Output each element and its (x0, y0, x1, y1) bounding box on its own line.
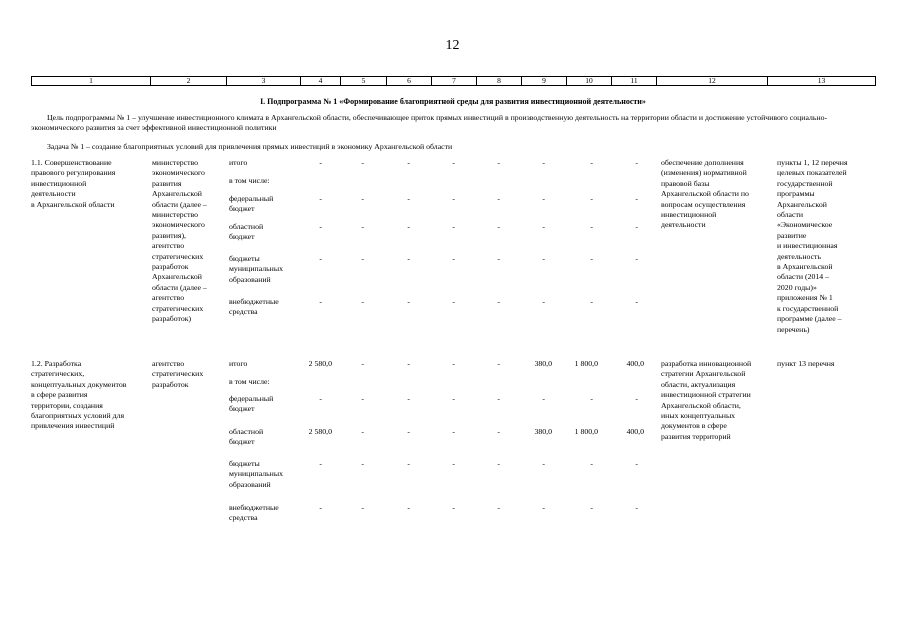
value-cell: - (407, 194, 410, 203)
value-cell: - (319, 158, 322, 167)
value-cell: - (452, 459, 455, 468)
value-cell: - (319, 297, 322, 306)
value-cell: - (590, 222, 593, 231)
page-number: 12 (445, 38, 460, 53)
header-col-10: 10 (567, 77, 612, 86)
value-cell: - (497, 459, 500, 468)
value-cell: - (590, 194, 593, 203)
value-cell: 400,0 (626, 359, 644, 368)
value-cell: - (497, 158, 500, 167)
row-1-source-including: в том числе: (229, 176, 270, 185)
value-cell: - (497, 254, 500, 263)
value-cell: - (542, 503, 545, 512)
value-cell: - (452, 158, 455, 167)
column-numbers-header (31, 76, 876, 86)
value-cell: 1 800,0 (574, 359, 598, 368)
value-cell: - (635, 158, 638, 167)
value-cell: - (319, 222, 322, 231)
value-cell: - (497, 427, 500, 436)
value-cell: - (361, 359, 364, 368)
value-cell: - (542, 459, 545, 468)
value-cell: - (590, 503, 593, 512)
header-col-8: 8 (477, 77, 522, 86)
value-cell: - (635, 222, 638, 231)
header-col-11: 11 (612, 77, 657, 86)
value-cell: - (452, 297, 455, 306)
header-col-7: 7 (432, 77, 477, 86)
value-cell: - (361, 194, 364, 203)
value-cell: - (361, 394, 364, 403)
value-cell: - (590, 297, 593, 306)
value-cell: - (407, 394, 410, 403)
value-cell: - (542, 254, 545, 263)
value-cell: - (542, 297, 545, 306)
row-2-source-total: итого (229, 359, 248, 368)
row-2-link: пункт 13 перечня (777, 359, 835, 368)
row-1-source-federal: федеральный бюджет (229, 194, 274, 214)
value-cell: 2 580,0 (308, 427, 332, 436)
value-cell: - (590, 459, 593, 468)
value-cell: - (590, 394, 593, 403)
row-1-source-regional: областной бюджет (229, 222, 264, 242)
header-col-2: 2 (151, 77, 227, 86)
row-1-source-municipal: бюджеты муниципальных образований (229, 254, 283, 284)
value-cell: - (452, 394, 455, 403)
value-cell: - (319, 194, 322, 203)
value-cell: - (497, 359, 500, 368)
value-cell: - (542, 394, 545, 403)
row-1-source-extrabudget: внебюджетные средства (229, 297, 279, 317)
row-2-executor: агентство стратегических разработок (152, 359, 204, 389)
value-cell: - (407, 427, 410, 436)
row-1-name: 1.1. Совершенствование правового регулирования инвестиционной деятельности в Архангельской области (31, 158, 116, 209)
value-cell: - (407, 459, 410, 468)
value-cell: - (407, 254, 410, 263)
row-2-name: 1.2. Разработка стратегических, концептуальных документов в сфере развития территории, создания благоприятных условий для привлечения инвестиций (31, 359, 127, 431)
task-paragraph: Задача № 1 – создание благоприятных условий для привлечения прямых инвестиций в экономику Архангельской области (47, 142, 453, 151)
value-cell: - (497, 222, 500, 231)
value-cell: - (635, 459, 638, 468)
section-title: I. Подпрограмма № 1 «Формирование благоприятной среды для развития инвестиционной деятельности» (260, 97, 646, 106)
value-cell: - (361, 427, 364, 436)
value-cell: - (361, 459, 364, 468)
value-cell: - (361, 503, 364, 512)
header-col-9: 9 (522, 77, 567, 86)
value-cell: - (497, 394, 500, 403)
value-cell: 2 580,0 (308, 359, 332, 368)
value-cell: - (452, 427, 455, 436)
row-1-result: обеспечение дополнения (изменения) нормативной правовой базы Архангельской области по вопросам осуществления инвестиционной деятельности (661, 158, 749, 230)
header-col-12: 12 (657, 77, 768, 86)
value-cell: - (361, 297, 364, 306)
value-cell: - (407, 359, 410, 368)
value-cell: - (319, 503, 322, 512)
row-1-executor: министерство экономического развития Архангельской области (далее – министерство экономического развития), агентство стратегических разработок Архангельской области (далее – агентство стратегических разработок) (152, 158, 207, 324)
header-col-5: 5 (341, 77, 387, 86)
value-cell: - (452, 503, 455, 512)
value-cell: - (407, 503, 410, 512)
value-cell: - (452, 222, 455, 231)
value-cell: - (319, 394, 322, 403)
row-2-source-extrabudget: внебюджетные средства (229, 503, 279, 523)
value-cell: - (635, 503, 638, 512)
value-cell: - (542, 222, 545, 231)
value-cell: - (319, 254, 322, 263)
header-col-4: 4 (301, 77, 341, 86)
row-1-source-total: итого (229, 158, 248, 167)
value-cell: - (452, 359, 455, 368)
value-cell: - (361, 222, 364, 231)
value-cell: - (452, 194, 455, 203)
header-col-1: 1 (32, 77, 151, 86)
value-cell: - (407, 158, 410, 167)
value-cell: 380,0 (534, 359, 552, 368)
row-1-link: пункты 1, 12 перечня целевых показателей государственной программы Архангельской области «Экономическое развитие и инвестиционная деятельность в Архангельской области (2014 – 2020 годы)» приложения № 1 к государственной программе (далее – перечень) (777, 158, 848, 334)
value-cell: - (635, 394, 638, 403)
row-2-source-regional: областной бюджет (229, 427, 264, 447)
value-cell: 380,0 (534, 427, 552, 436)
value-cell: - (590, 254, 593, 263)
value-cell: - (407, 222, 410, 231)
value-cell: - (635, 254, 638, 263)
value-cell: - (497, 503, 500, 512)
value-cell: - (407, 297, 410, 306)
value-cell: - (452, 254, 455, 263)
row-2-source-including: в том числе: (229, 377, 270, 386)
goal-paragraph: Цель подпрограммы № 1 – улучшение инвестиционного климата в Архангельской области, обеспечивающее приток прямых инвестиций в производственную деятельность на территории области и достижение устойчивого социально-экономического развития за счет эффективной инвестиционной политики (31, 113, 828, 132)
value-cell: 400,0 (626, 427, 644, 436)
header-col-13: 13 (768, 77, 876, 86)
row-2-result: разработка инновационной стратегии Архангельской области, актуализация инвестиционной стратегии Архангельской области, иных концептуальных документов в сфере развития территорий (661, 359, 752, 441)
value-cell: - (590, 158, 593, 167)
value-cell: - (361, 254, 364, 263)
value-cell: - (497, 297, 500, 306)
value-cell: - (361, 158, 364, 167)
value-cell: 1 800,0 (574, 427, 598, 436)
header-col-6: 6 (387, 77, 432, 86)
value-cell: - (497, 194, 500, 203)
value-cell: - (542, 158, 545, 167)
value-cell: - (542, 194, 545, 203)
value-cell: - (635, 194, 638, 203)
row-2-source-federal: федеральный бюджет (229, 394, 274, 414)
header-col-3: 3 (227, 77, 301, 86)
value-cell: - (635, 297, 638, 306)
row-2-source-municipal: бюджеты муниципальных образований (229, 459, 283, 489)
value-cell: - (319, 459, 322, 468)
